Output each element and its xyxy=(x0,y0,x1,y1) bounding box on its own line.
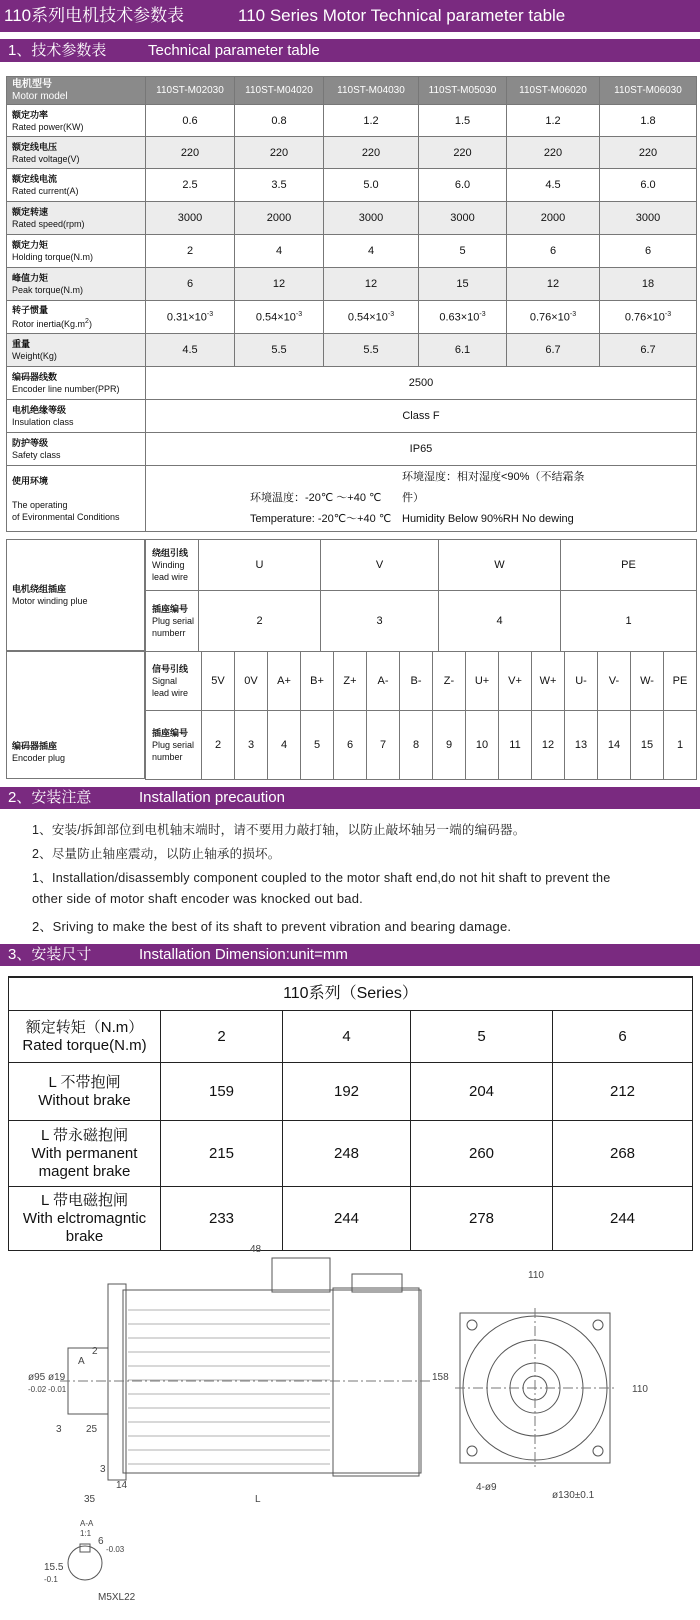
row-label: 转子惯量 Rotor $inertia(Kg.m^2)$ xyxy=(7,301,146,334)
cell: PE xyxy=(664,652,697,711)
sub-label: 插座编号 Plug serial numberr xyxy=(146,591,199,652)
cell: 4 xyxy=(268,711,301,780)
param-row-safety xyxy=(7,433,697,466)
row-label: 额定线电流 Rated current(A) xyxy=(7,169,146,202)
cell: 2000 xyxy=(507,202,600,235)
row-label: 电机绝缘等级 Insulation class xyxy=(7,400,146,433)
row-label: 额定功率 Rated power(KW) xyxy=(7,105,146,137)
cell: 110ST-M04020 xyxy=(235,77,324,105)
cell: 6.0 xyxy=(600,169,697,202)
dim-title-row xyxy=(9,977,693,1011)
cell: W- xyxy=(631,652,664,711)
page-title-zh: 110系列电机技术参数表 xyxy=(4,6,185,25)
cell: 3000 xyxy=(146,202,235,235)
cell: $0.54\times 10^{-3}$ xyxy=(235,301,324,334)
precaution-zh-1: 1、安装/拆卸部位到电机轴末端时，请不要用力敲打轴，以防止敲坏轴另一端的编码器。 xyxy=(32,823,526,837)
env-temp-zh: 环境温度：-20℃ ～+40 ℃ xyxy=(250,492,382,504)
dim-3b: 3 xyxy=(100,1464,106,1475)
cell: A+ xyxy=(268,652,301,711)
cell: 6.0 xyxy=(419,169,507,202)
cell: 15 xyxy=(631,711,664,780)
dim-l: L xyxy=(255,1494,261,1505)
param-row-speed xyxy=(7,202,697,235)
cell: U xyxy=(199,540,321,591)
motor-technical-drawing xyxy=(0,1240,700,1620)
sub-label: 信号引线 Signal lead wire xyxy=(146,652,202,711)
encoder-plug-table xyxy=(6,651,696,779)
cell: 14 xyxy=(598,711,631,780)
cell: 4.5 xyxy=(507,169,600,202)
page-title-en: 110 Series Motor Technical parameter table xyxy=(238,6,566,25)
cell: IP65 xyxy=(146,433,697,466)
dim-section-a: A xyxy=(78,1356,85,1367)
section-header-dimension xyxy=(0,944,700,966)
cell: 1 xyxy=(664,711,697,780)
row-label: 编码器线数 Encoder line number(PPR) xyxy=(7,367,146,400)
cell: A- xyxy=(367,652,400,711)
section3-en: Installation Dimension:unit=mm xyxy=(139,946,348,963)
cell: 248 xyxy=(283,1121,411,1187)
cell: 159 xyxy=(161,1063,283,1121)
param-row-weight xyxy=(7,334,697,367)
cell: 0V xyxy=(235,652,268,711)
cell: V+ xyxy=(499,652,532,711)
motor-front-view xyxy=(455,1308,615,1468)
dim-row-permanent-brake xyxy=(9,1121,693,1187)
cell: 6 xyxy=(507,235,600,268)
env-humidity-zh: 环境湿度：相对湿度<90%（不结霜条件） xyxy=(402,471,585,504)
cell: 110ST-M05030 xyxy=(419,77,507,105)
cell: Class F xyxy=(146,400,697,433)
encoder-plug-label: 编码器插座 Encoder plug xyxy=(6,651,145,779)
param-row-power xyxy=(7,105,697,137)
cell: 6 xyxy=(600,235,697,268)
dim-torque-row xyxy=(9,1011,693,1063)
cell: 1.2 xyxy=(324,105,419,137)
cell: 5 xyxy=(411,1011,553,1063)
cell: 278 xyxy=(411,1187,553,1251)
cell: 110ST-M06020 xyxy=(507,77,600,105)
cell: U+ xyxy=(466,652,499,711)
cell: 3 xyxy=(235,711,268,780)
cell: 1.2 xyxy=(507,105,600,137)
param-row-current xyxy=(7,169,697,202)
section-scale: 1:1 xyxy=(80,1529,92,1538)
cell: 260 xyxy=(411,1121,553,1187)
param-row-encoder xyxy=(7,367,697,400)
cell: 5V xyxy=(202,652,235,711)
cell: 2500 xyxy=(146,367,697,400)
cell: Z+ xyxy=(334,652,367,711)
parameter-table xyxy=(6,76,697,532)
winding-label: 电机绕组插座 Motor winding plue xyxy=(6,539,145,651)
sub-label: 插座编号 Plug serial number xyxy=(146,711,202,780)
cell: 2.5 xyxy=(146,169,235,202)
cell: PE xyxy=(561,540,697,591)
cell: 192 xyxy=(283,1063,411,1121)
row-label: L 带电磁抱闸 With elctromagntic brake xyxy=(9,1187,161,1251)
cell: 4 xyxy=(283,1011,411,1063)
cell: 5.0 xyxy=(324,169,419,202)
cell: 3000 xyxy=(600,202,697,235)
cell: 268 xyxy=(553,1121,693,1187)
param-row-inertia xyxy=(7,301,697,334)
dim-thread: M5XL22 xyxy=(98,1592,136,1603)
cell: B+ xyxy=(301,652,334,711)
cell: 2 xyxy=(146,235,235,268)
dim-25: 25 xyxy=(86,1424,98,1435)
cell: $0.63\times 10^{-3}$ xyxy=(419,301,507,334)
cell: 212 xyxy=(553,1063,693,1121)
section2-en: Installation precaution xyxy=(139,789,285,806)
cell: 0.6 xyxy=(146,105,235,137)
param-row-insulation xyxy=(7,400,697,433)
cell: V xyxy=(321,540,439,591)
precaution-en-1b: other side of motor shaft encoder was knocked out bad. xyxy=(32,891,363,906)
dim-holes: 4-ø9 xyxy=(476,1482,497,1493)
section1-zh: 1、技术参数表 xyxy=(8,42,107,59)
cell: 6.1 xyxy=(419,334,507,367)
cell: 2 xyxy=(202,711,235,780)
cell: 13 xyxy=(565,711,598,780)
dimension-table xyxy=(8,976,693,1251)
winding-lead-row xyxy=(146,540,697,591)
param-row-holding-torque xyxy=(7,235,697,268)
dim-35: 35 xyxy=(84,1494,96,1505)
shaft-section-view xyxy=(68,1544,102,1580)
cell: 15 xyxy=(419,268,507,301)
param-row-peak-torque xyxy=(7,268,697,301)
cell: 2 xyxy=(199,591,321,652)
cell: 9 xyxy=(433,711,466,780)
cell: 2 xyxy=(161,1011,283,1063)
motor-side-view xyxy=(60,1258,430,1480)
param-row-environment xyxy=(7,466,697,532)
param-row-voltage xyxy=(7,137,697,169)
row-label: 防护等级 Safety class xyxy=(7,433,146,466)
cell: $0.54\times 10^{-3}$ xyxy=(324,301,419,334)
cell: 4.5 xyxy=(146,334,235,367)
cell: 7 xyxy=(367,711,400,780)
section2-zh: 2、安装注意 xyxy=(8,789,92,806)
dim-19-tol: -0.01 xyxy=(48,1385,67,1394)
cell: $0.76\times 10^{-3}$ xyxy=(600,301,697,334)
row-label: 使用环境 The operating of Evironmental Conditions xyxy=(7,466,146,532)
cell: 215 xyxy=(161,1121,283,1187)
dim-110-height: 110 xyxy=(632,1384,648,1395)
cell: 0.8 xyxy=(235,105,324,137)
dim-158: 158 xyxy=(432,1372,449,1383)
cell: $0.76\times 10^{-3}$ xyxy=(507,301,600,334)
cell: 6 xyxy=(334,711,367,780)
motor-winding-table xyxy=(6,539,696,651)
cell: 233 xyxy=(161,1187,283,1251)
cell xyxy=(146,466,697,532)
section3-zh: 3、安装尺寸 xyxy=(8,946,92,963)
encoder-signal-row xyxy=(146,652,697,711)
cell: V- xyxy=(598,652,631,711)
cell: 4 xyxy=(235,235,324,268)
section-header-precaution xyxy=(0,787,700,809)
cell: 220 xyxy=(600,137,697,169)
cell: 5 xyxy=(419,235,507,268)
cell: 220 xyxy=(419,137,507,169)
section-label: A-A xyxy=(80,1519,94,1528)
dim-2: 2 xyxy=(92,1346,98,1357)
dim-pcd: ø130±0.1 xyxy=(552,1490,595,1501)
precaution-en-2: 2、Sriving to make the best of its shaft to prevent vibration and bearing damage. xyxy=(32,919,512,934)
cell: 6 xyxy=(553,1011,693,1063)
cell: 5.5 xyxy=(235,334,324,367)
cell: 12 xyxy=(507,268,600,301)
dim-95: ø95 xyxy=(28,1372,46,1383)
dim-15-5-tol: -0.1 xyxy=(44,1575,58,1584)
dim-3a: 3 xyxy=(56,1424,62,1435)
cell: B- xyxy=(400,652,433,711)
section1-en: Technical parameter table xyxy=(148,42,320,59)
dim-110-width: 110 xyxy=(528,1270,544,1281)
cell: 12 xyxy=(532,711,565,780)
row-label: 额定线电压 Rated voltage(V) xyxy=(7,137,146,169)
cell: 6 xyxy=(146,268,235,301)
cell: 4 xyxy=(439,591,561,652)
cell: 6.7 xyxy=(507,334,600,367)
env-temp-en: Temperature: -20℃～+40 ℃ xyxy=(250,513,392,525)
row-label: 重量 Weight(Kg) xyxy=(7,334,146,367)
cell: 244 xyxy=(553,1187,693,1251)
cell: 1 xyxy=(561,591,697,652)
cell: $0.31\times 10^{-3}$ xyxy=(146,301,235,334)
dim-6: 6 xyxy=(98,1536,104,1547)
row-label: 额定转速 Rated speed(rpm) xyxy=(7,202,146,235)
cell: 204 xyxy=(411,1063,553,1121)
cell: 3 xyxy=(321,591,439,652)
row-label: L 带永磁抱闸 With permanent magent brake xyxy=(9,1121,161,1187)
row-label: 额定转矩（N.m） Rated torque(N.m) xyxy=(9,1011,161,1063)
env-humidity-en: Humidity Below 90%RH No dewing xyxy=(402,513,574,525)
page-title xyxy=(0,0,700,32)
sub-label: 绕组引线 Winding lead wire xyxy=(146,540,199,591)
dim-row-without-brake xyxy=(9,1063,693,1121)
dim-19: ø19 xyxy=(48,1372,66,1383)
cell: 12 xyxy=(235,268,324,301)
cell: 12 xyxy=(324,268,419,301)
cell: 10 xyxy=(466,711,499,780)
cell: U- xyxy=(565,652,598,711)
dim-15-5: 15.5 xyxy=(44,1562,64,1573)
cell: 18 xyxy=(600,268,697,301)
dim-48: 48 xyxy=(250,1244,262,1255)
cell: 4 xyxy=(324,235,419,268)
precaution-zh-2: 2、尽量防止轴座震动，以防止轴承的损坏。 xyxy=(32,847,281,861)
encoder-plug-row xyxy=(146,711,697,780)
cell: 11 xyxy=(499,711,532,780)
cell: 5 xyxy=(301,711,334,780)
cell: Z- xyxy=(433,652,466,711)
cell: W+ xyxy=(532,652,565,711)
cell: 220 xyxy=(324,137,419,169)
dim-title: 110系列（Series） xyxy=(9,977,693,1011)
cell: 6.7 xyxy=(600,334,697,367)
dim-95-tol: -0.02 xyxy=(28,1385,47,1394)
precaution-en-1a: 1、Installation/disassembly component coupled to the motor shaft end,do not hit shaft to prevent the xyxy=(32,871,611,885)
dim-6-tol: -0.03 xyxy=(106,1545,125,1554)
row-label: 电机型号 Motor model xyxy=(7,77,146,105)
cell: 8 xyxy=(400,711,433,780)
cell: 220 xyxy=(235,137,324,169)
cell: 244 xyxy=(283,1187,411,1251)
dim-14: 14 xyxy=(116,1480,128,1491)
winding-plug-row xyxy=(146,591,697,652)
section-header-parameters xyxy=(0,39,700,62)
cell: 3.5 xyxy=(235,169,324,202)
cell: W xyxy=(439,540,561,591)
cell: 3000 xyxy=(324,202,419,235)
row-label: 峰值力矩 Peak torque(N.m) xyxy=(7,268,146,301)
cell: 5.5 xyxy=(324,334,419,367)
cell: 220 xyxy=(146,137,235,169)
cell: 3000 xyxy=(419,202,507,235)
cell: 220 xyxy=(507,137,600,169)
cell: 110ST-M02030 xyxy=(146,77,235,105)
motor-model-row xyxy=(7,77,697,105)
cell: 2000 xyxy=(235,202,324,235)
row-label: L 不带抱闸 Without brake xyxy=(9,1063,161,1121)
cell: 110ST-M06030 xyxy=(600,77,697,105)
cell: 1.8 xyxy=(600,105,697,137)
cell: 1.5 xyxy=(419,105,507,137)
cell: 110ST-M04030 xyxy=(324,77,419,105)
row-label: 额定力矩 Holding torque(N.m) xyxy=(7,235,146,268)
